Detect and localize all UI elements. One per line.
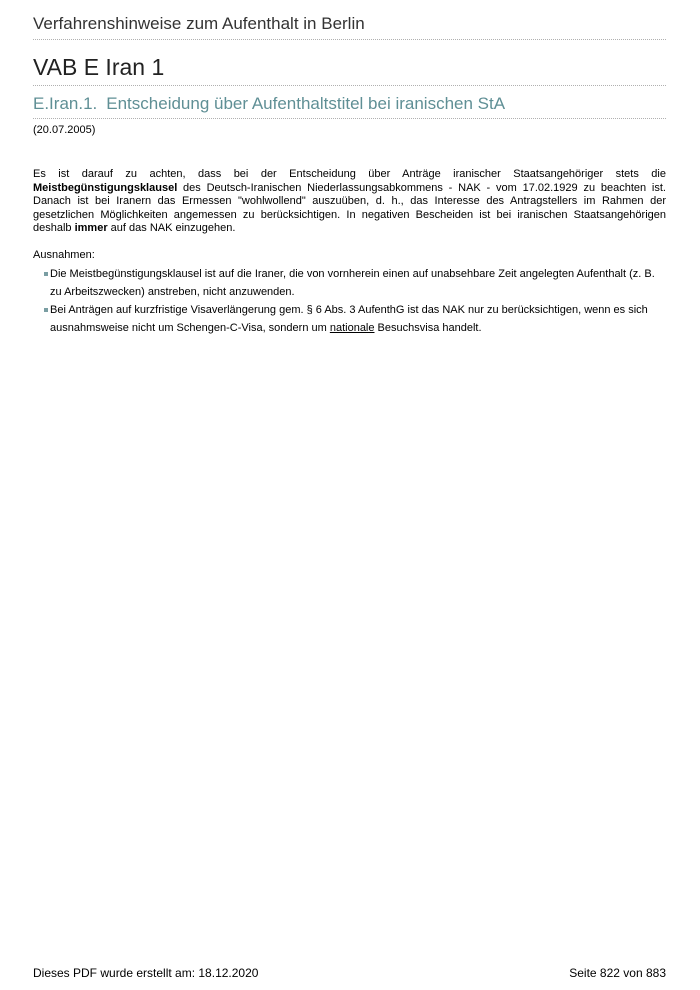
footer-page-number: Seite 822 von 883 [569, 966, 666, 980]
paragraph-bold-term: Meistbegünstigungsklausel [33, 181, 178, 194]
running-header: Verfahrenshinweise zum Aufenthalt in Berlin [33, 14, 666, 40]
paragraph-text: des Deutsch-Iranischen Niederlassungsabkommens - NAK - vom 17.02.1929 zu beachten ist. Danach ist bei Iranern das Ermessen "wohlwollend" auszuüben, d. h., das Interesse des Antragstellers im Rahmen der gesetzlichen Möglichkeiten angemessen zu berücksichtigen. In negativen Bescheiden ist bei iranischen Staatsangehörigen deshalb [33, 181, 666, 235]
exceptions-list [44, 265, 666, 337]
paragraph-text: auf das NAK einzugehen. [107, 222, 236, 235]
section-date: (20.07.2005) [33, 124, 96, 136]
paragraph-bold-term: immer [74, 222, 108, 235]
underlined-term: nationale [329, 322, 375, 334]
list-item-text: Besuchsvisa handelt. [374, 322, 482, 334]
document-title: VAB E Iran 1 [33, 54, 666, 86]
list-item-text: Bei Anträgen auf kurzfristige Visaverlängerung gem. § 6 Abs. 3 AufenthG ist das NAK nur zu berücksichtigen, wenn es sich ausnahmsweise nicht um Schengen-C-Visa, sondern um [50, 304, 648, 334]
section-number: E.Iran.1. [33, 94, 98, 113]
section-title-text: Entscheidung über Aufenthaltstitel bei iranischen StA [106, 94, 506, 113]
list-item [44, 301, 666, 337]
list-item-text: Die Meistbegünstigungsklausel ist auf die Iraner, die von vornherein einen auf unabsehbare Zeit angelegten Aufenthalt (z. B. zu Arbeitszwecken) anstreben, nicht anzuwenden. [50, 268, 655, 298]
square-bullet-icon [44, 308, 48, 312]
section-heading [33, 94, 666, 119]
main-paragraph [33, 168, 666, 236]
exceptions-label: Ausnahmen: [33, 249, 95, 261]
list-item [44, 265, 666, 301]
paragraph-text: Es ist darauf zu achten, dass bei der Entscheidung über Anträge iranischer Staatsangehöriger stets die [33, 168, 666, 180]
footer-created-date: Dieses PDF wurde erstellt am: 18.12.2020 [33, 966, 259, 980]
square-bullet-icon [44, 272, 48, 276]
